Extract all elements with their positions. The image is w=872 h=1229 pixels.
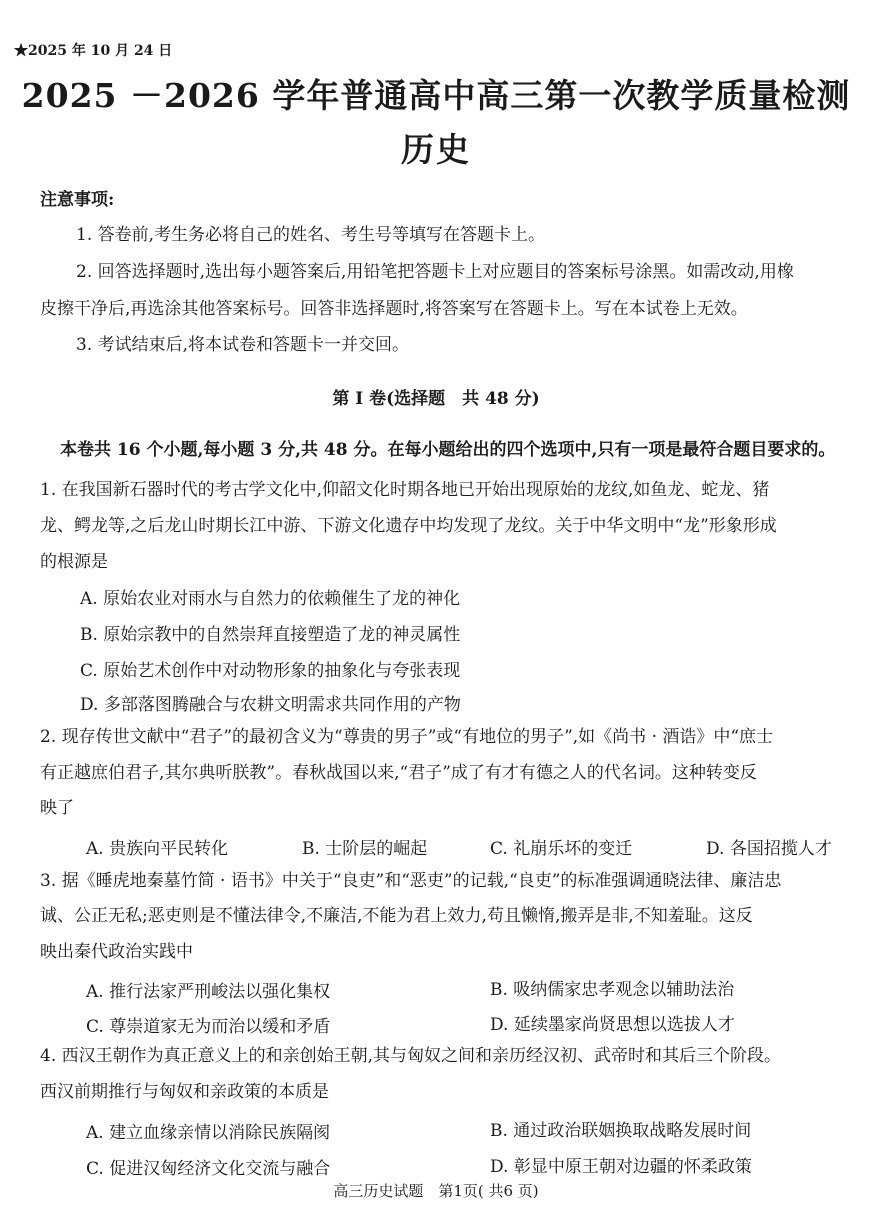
option-a: A. 推行法家严刑峻法以强化集权 [86,982,331,1002]
exam-date: ★2025 年 10 月 24 日 [14,43,173,59]
option-b: B. 士阶层的崛起 [302,839,428,859]
option-d: D. 各国招揽人才 [706,839,832,859]
notice-item: 1. 答卷前,考生务必将自己的姓名、考生号等填写在答题卡上。 [76,225,546,245]
option-a: A. 原始农业对雨水与自然力的依赖催生了龙的神化 [80,589,461,609]
option-b: B. 原始宗教中的自然崇拜直接塑造了龙的神灵属性 [80,625,461,645]
question-text: 诚、公正无私;恶吏则是不懂法律令,不廉洁,不能为君上效力,苟且懒惰,搬弄是非,不知羞耻。这反 [40,906,753,926]
option-c: C. 礼崩乐坏的变迁 [490,839,633,859]
section-title: 第 I 卷(选择题 共 48 分) [332,389,540,409]
option-d: D. 多部落图腾融合与农耕文明需求共同作用的产物 [80,695,461,715]
section-intro: 本卷共 16 个小题,每小题 3 分,共 48 分。在每小题给出的四个选项中,只有一项是最符合题目要求的。 [60,440,836,460]
option-d: D. 延续墨家尚贤思想以选拔人才 [490,1015,735,1035]
question-text: 1. 在我国新石器时代的考古学文化中,仰韶文化时期各地已开始出现原始的龙纹,如鱼龙、蛇龙、猪 [40,480,770,500]
notice-item: 皮擦干净后,再选涂其他答案标号。回答非选择题时,将答案写在答题卡上。写在本试卷上无效。 [40,299,748,319]
notice-item: 2. 回答选择题时,选出每小题答案后,用铅笔把答题卡上对应题目的答案标号涂黑。如需改动,用橡 [76,262,794,282]
question-text: 映出秦代政治实践中 [40,942,193,962]
page-title: 2025 －2026 学年普通高中高三第一次教学质量检测 [21,76,851,115]
option-b: B. 通过政治联姻换取战略发展时间 [490,1121,752,1141]
option-a: A. 建立血缘亲情以消除民族隔阂 [86,1123,331,1143]
option-c: C. 尊崇道家无为而治以缓和矛盾 [86,1017,331,1037]
question-text: 4. 西汉王朝作为真正意义上的和亲创始王朝,其与匈奴之间和亲历经汉初、武帝时和其后三个阶段。 [40,1046,782,1066]
question-text: 3. 据《睡虎地秦墓竹简 · 语书》中关于“良吏”和“恶吏”的记载,“良吏”的标准强调通晓法律、廉洁忠 [40,871,782,891]
option-c: C. 促进汉匈经济文化交流与融合 [86,1159,331,1179]
question-text: 的根源是 [40,552,108,572]
option-d: D. 彰显中原王朝对边疆的怀柔政策 [490,1157,752,1177]
notice-heading: 注意事项: [40,190,115,210]
option-c: C. 原始艺术创作中对动物形象的抽象化与夸张表现 [80,661,461,681]
option-b: B. 吸纳儒家忠孝观念以辅助法治 [490,980,735,1000]
question-text: 2. 现存传世文献中“君子”的最初含义为“尊贵的男子”或“有地位的男子”,如《尚书 · 酒诰》中“庶士 [40,727,774,747]
question-text: 龙、鳄龙等,之后龙山时期长江中游、下游文化遗存中均发现了龙纹。关于中华文明中“龙”形象形成 [40,516,777,536]
question-text: 有正越庶伯君子,其尔典听朕教”。春秋战国以来,“君子”成了有才有德之人的代名词。这种转变反 [40,763,757,783]
question-text: 西汉前期推行与匈奴和亲政策的本质是 [40,1082,329,1102]
subject-title: 历史 [401,130,471,169]
question-text: 映了 [40,798,74,818]
page-footer: 高三历史试题 第1页( 共6 页) [333,1182,539,1200]
notice-item: 3. 考试结束后,将本试卷和答题卡一并交回。 [76,335,410,355]
option-a: A. 贵族向平民转化 [86,839,229,859]
